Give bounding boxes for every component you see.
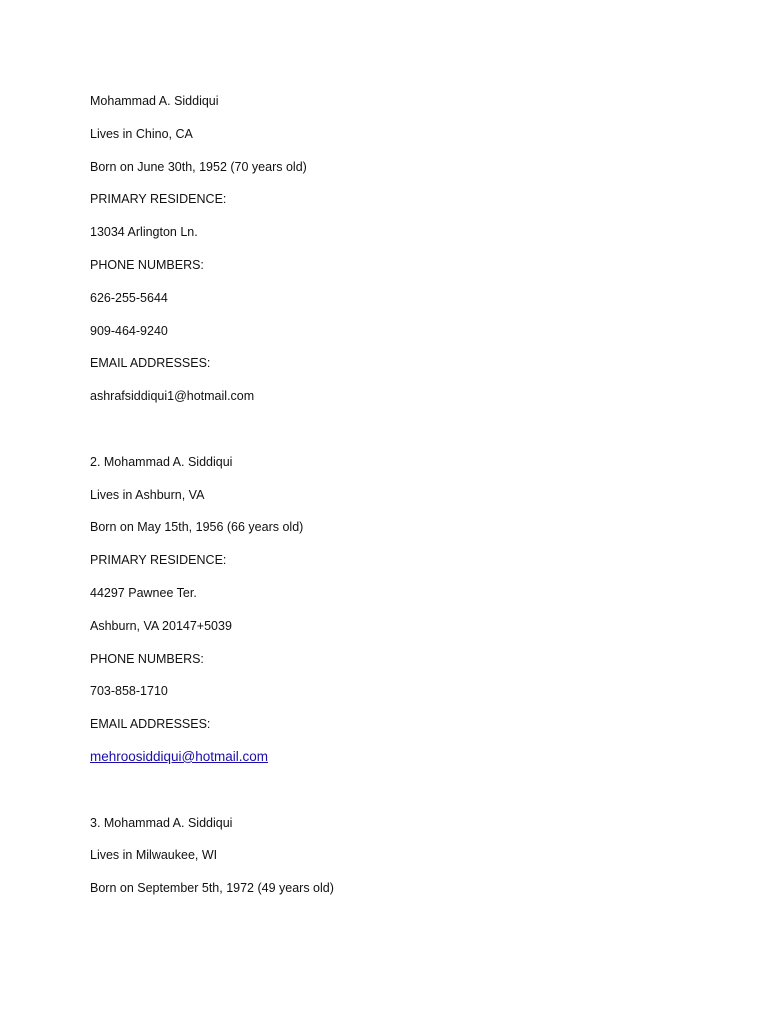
record-2-emails-heading: EMAIL ADDRESSES:: [90, 717, 211, 732]
record-1-name: Mohammad A. Siddiqui: [90, 94, 219, 108]
record-2-phones-heading: PHONE NUMBERS:: [90, 651, 204, 666]
record-1-phones-heading: PHONE NUMBERS:: [90, 257, 204, 272]
record-1-residence-heading: PRIMARY RESIDENCE:: [90, 192, 227, 207]
record-2-email-link[interactable]: mehroosiddiqui@hotmail.com: [90, 748, 269, 764]
record-1-location: Lives in Chino, CA: [90, 126, 193, 141]
record-2-address-line1: 44297 Pawnee Ter.: [90, 585, 197, 600]
record-1-phone-1: 626-255-5644: [90, 290, 168, 305]
document-page: [90, 93, 710, 913]
record-1-emails-heading: EMAIL ADDRESSES:: [90, 356, 211, 371]
record-3-name: 3. Mohammad A. Siddiqui: [90, 815, 233, 830]
record-separator: [90, 421, 710, 437]
record-1-email: ashrafsiddiqui1@hotmail.com: [90, 389, 255, 404]
record-3-location: Lives in Milwaukee, WI: [90, 848, 218, 863]
record-3-birth: Born on September 5th, 1972 (49 years old): [90, 881, 334, 896]
record-2-location: Lives in Ashburn, VA: [90, 487, 205, 502]
record-2-address-line2: Ashburn, VA 20147+5039: [90, 618, 232, 633]
record-1-phone-2: 909-464-9240: [90, 323, 168, 338]
record-separator: [90, 782, 710, 798]
record-1-birth: Born on June 30th, 1952 (70 years old): [90, 159, 307, 174]
record-2-email-line: [90, 749, 710, 765]
record-2-birth: Born on May 15th, 1956 (66 years old): [90, 520, 304, 535]
record-2-phone-1: 703-858-1710: [90, 684, 168, 699]
record-2-residence-heading: PRIMARY RESIDENCE:: [90, 553, 227, 568]
record-1-address-line1: 13034 Arlington Ln.: [90, 225, 198, 240]
record-2-name: 2. Mohammad A. Siddiqui: [90, 454, 233, 469]
